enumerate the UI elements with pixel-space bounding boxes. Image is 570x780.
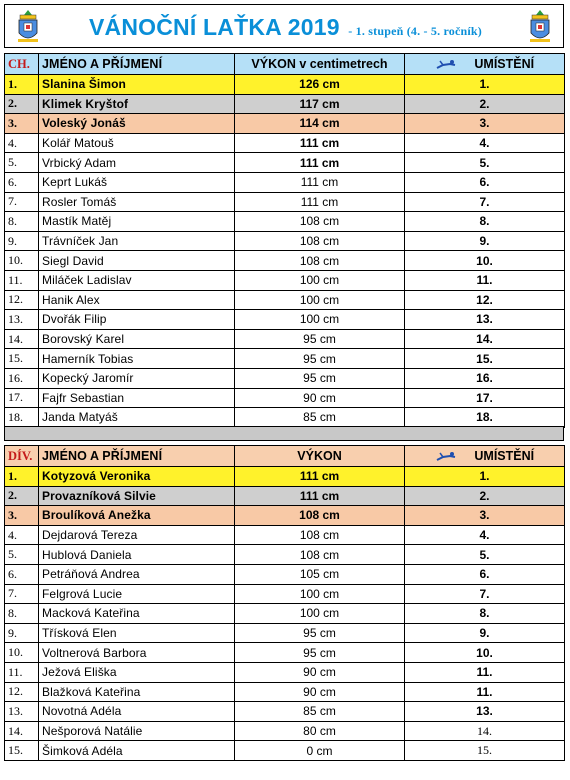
table-row	[5, 75, 565, 95]
header-rank: CH.	[5, 54, 39, 75]
row-perf: 95 cm	[235, 623, 405, 643]
row-perf: 90 cm	[235, 682, 405, 702]
row-name: Mastík Matěj	[39, 212, 235, 232]
row-place: 4.	[405, 525, 565, 545]
row-perf: 90 cm	[235, 662, 405, 682]
row-name: Hanik Alex	[39, 290, 235, 310]
row-name: Dvořák Filip	[39, 310, 235, 330]
header-name: JMÉNO A PŘÍJMENÍ	[39, 446, 235, 467]
row-place: 7.	[405, 584, 565, 604]
row-name: Fajfr Sebastian	[39, 388, 235, 408]
row-rank: 15.	[5, 349, 39, 369]
table-row	[5, 467, 565, 487]
row-rank: 14.	[5, 329, 39, 349]
table-row	[5, 643, 565, 663]
row-perf: 108 cm	[235, 231, 405, 251]
page-title	[89, 14, 482, 41]
girls-results-table	[4, 445, 565, 761]
row-rank: 3.	[5, 506, 39, 526]
table-row	[5, 388, 565, 408]
table-row	[5, 290, 565, 310]
row-rank: 7.	[5, 584, 39, 604]
row-name: Borovský Karel	[39, 329, 235, 349]
row-rank: 9.	[5, 231, 39, 251]
header-place-label: UMÍSTĚNÍ	[474, 449, 535, 463]
section-divider	[4, 426, 564, 441]
row-place: 11.	[405, 662, 565, 682]
row-name: Nešporová Natálie	[39, 721, 235, 741]
row-name: Slanina Šimon	[39, 75, 235, 95]
row-rank: 1.	[5, 75, 39, 95]
table-row	[5, 584, 565, 604]
boys-header-row	[5, 54, 565, 75]
row-perf: 108 cm	[235, 251, 405, 271]
row-perf: 100 cm	[235, 310, 405, 330]
row-rank: 13.	[5, 310, 39, 330]
table-row	[5, 94, 565, 114]
row-rank: 5.	[5, 153, 39, 173]
row-place: 13.	[405, 310, 565, 330]
row-perf: 111 cm	[235, 133, 405, 153]
row-rank: 11.	[5, 662, 39, 682]
row-place: 11.	[405, 270, 565, 290]
row-name: Keprt Lukáš	[39, 172, 235, 192]
row-perf: 111 cm	[235, 153, 405, 173]
table-row	[5, 114, 565, 134]
row-place: 10.	[405, 251, 565, 271]
row-name: Blažková Kateřina	[39, 682, 235, 702]
header-name: JMÉNO A PŘÍJMENÍ	[39, 54, 235, 75]
row-name: Třísková Elen	[39, 623, 235, 643]
table-row	[5, 349, 565, 369]
row-name: Novotná Adéla	[39, 702, 235, 722]
high-jumper-icon	[435, 451, 457, 463]
row-perf: 111 cm	[235, 467, 405, 487]
header-rank: DÍV.	[5, 446, 39, 467]
row-rank: 12.	[5, 682, 39, 702]
row-name: Šimková Adéla	[39, 741, 235, 761]
table-row	[5, 172, 565, 192]
row-rank: 4.	[5, 525, 39, 545]
row-rank: 16.	[5, 368, 39, 388]
row-place: 3.	[405, 114, 565, 134]
row-place: 5.	[405, 545, 565, 565]
row-perf: 95 cm	[235, 368, 405, 388]
row-perf: 126 cm	[235, 75, 405, 95]
row-place: 8.	[405, 212, 565, 232]
row-rank: 2.	[5, 94, 39, 114]
row-place: 13.	[405, 702, 565, 722]
table-row	[5, 212, 565, 232]
row-place: 15.	[405, 349, 565, 369]
row-place: 16.	[405, 368, 565, 388]
row-name: Kotyzová Veronika	[39, 467, 235, 487]
row-rank: 8.	[5, 212, 39, 232]
table-row	[5, 231, 565, 251]
row-name: Felgrová Lucie	[39, 584, 235, 604]
row-place: 5.	[405, 153, 565, 173]
row-place: 11.	[405, 682, 565, 702]
row-perf: 100 cm	[235, 584, 405, 604]
row-rank: 8.	[5, 604, 39, 624]
row-perf: 111 cm	[235, 486, 405, 506]
row-place: 1.	[405, 467, 565, 487]
row-perf: 100 cm	[235, 290, 405, 310]
row-rank: 3.	[5, 114, 39, 134]
row-name: Macková Kateřina	[39, 604, 235, 624]
row-rank: 9.	[5, 623, 39, 643]
row-perf: 95 cm	[235, 643, 405, 663]
header-place	[405, 446, 565, 467]
table-row	[5, 133, 565, 153]
row-rank: 7.	[5, 192, 39, 212]
row-place: 6.	[405, 172, 565, 192]
table-row	[5, 623, 565, 643]
row-perf: 108 cm	[235, 545, 405, 565]
row-rank: 10.	[5, 251, 39, 271]
row-perf: 108 cm	[235, 506, 405, 526]
row-rank: 13.	[5, 702, 39, 722]
row-rank: 1.	[5, 467, 39, 487]
row-place: 3.	[405, 506, 565, 526]
header-place-label: UMÍSTĚNÍ	[474, 57, 535, 71]
table-row	[5, 525, 565, 545]
table-row	[5, 251, 565, 271]
table-row	[5, 682, 565, 702]
header-performance: VÝKON	[235, 446, 405, 467]
row-rank: 2.	[5, 486, 39, 506]
row-rank: 10.	[5, 643, 39, 663]
row-perf: 95 cm	[235, 329, 405, 349]
row-place: 1.	[405, 75, 565, 95]
row-rank: 5.	[5, 545, 39, 565]
table-row	[5, 408, 565, 428]
row-name: Ježová Eliška	[39, 662, 235, 682]
title-main: VÁNOČNÍ LAŤKA 2019	[89, 14, 340, 40]
row-place: 10.	[405, 643, 565, 663]
row-perf: 111 cm	[235, 192, 405, 212]
header-performance: VÝKON v centimetrech	[235, 54, 405, 75]
row-name: Trávníček Jan	[39, 231, 235, 251]
row-rank: 17.	[5, 388, 39, 408]
row-place: 2.	[405, 94, 565, 114]
row-name: Janda Matyáš	[39, 408, 235, 428]
table-row	[5, 741, 565, 761]
row-place: 8.	[405, 604, 565, 624]
row-perf: 111 cm	[235, 172, 405, 192]
row-name: Hublová Daniela	[39, 545, 235, 565]
table-row	[5, 270, 565, 290]
row-perf: 117 cm	[235, 94, 405, 114]
row-perf: 95 cm	[235, 349, 405, 369]
title-subtitle: - 1. stupeň (4. - 5. ročník)	[348, 24, 482, 38]
table-row	[5, 721, 565, 741]
row-name: Petráňová Andrea	[39, 564, 235, 584]
row-place: 18.	[405, 408, 565, 428]
table-row	[5, 368, 565, 388]
row-name: Kopecký Jaromír	[39, 368, 235, 388]
table-row	[5, 702, 565, 722]
row-perf: 80 cm	[235, 721, 405, 741]
girls-header-row	[5, 446, 565, 467]
row-place: 6.	[405, 564, 565, 584]
row-perf: 100 cm	[235, 604, 405, 624]
table-row	[5, 192, 565, 212]
table-row	[5, 662, 565, 682]
school-crest-icon	[15, 9, 41, 45]
row-rank: 12.	[5, 290, 39, 310]
title-bar	[4, 4, 564, 48]
row-perf: 108 cm	[235, 212, 405, 232]
table-row	[5, 486, 565, 506]
table-row	[5, 506, 565, 526]
row-rank: 6.	[5, 564, 39, 584]
row-name: Vrbický Adam	[39, 153, 235, 173]
row-name: Miláček Ladislav	[39, 270, 235, 290]
row-place: 9.	[405, 623, 565, 643]
row-perf: 114 cm	[235, 114, 405, 134]
row-name: Klimek Kryštof	[39, 94, 235, 114]
table-row	[5, 545, 565, 565]
row-place: 9.	[405, 231, 565, 251]
row-rank: 18.	[5, 408, 39, 428]
row-name: Hamerník Tobias	[39, 349, 235, 369]
row-perf: 90 cm	[235, 388, 405, 408]
row-name: Kolář Matouš	[39, 133, 235, 153]
table-row	[5, 310, 565, 330]
row-name: Voltnerová Barbora	[39, 643, 235, 663]
row-perf: 0 cm	[235, 741, 405, 761]
row-perf: 108 cm	[235, 525, 405, 545]
row-place: 2.	[405, 486, 565, 506]
row-place: 17.	[405, 388, 565, 408]
row-rank: 15.	[5, 741, 39, 761]
row-place: 12.	[405, 290, 565, 310]
table-row	[5, 564, 565, 584]
table-row	[5, 604, 565, 624]
row-place: 4.	[405, 133, 565, 153]
row-rank: 4.	[5, 133, 39, 153]
row-name: Voleský Jonáš	[39, 114, 235, 134]
boys-results-table	[4, 53, 565, 428]
row-perf: 100 cm	[235, 270, 405, 290]
row-name: Broulíková Anežka	[39, 506, 235, 526]
row-place: 14.	[405, 721, 565, 741]
row-place: 14.	[405, 329, 565, 349]
row-name: Rosler Tomáš	[39, 192, 235, 212]
row-name: Siegl David	[39, 251, 235, 271]
table-row	[5, 153, 565, 173]
row-rank: 11.	[5, 270, 39, 290]
row-rank: 14.	[5, 721, 39, 741]
row-perf: 85 cm	[235, 702, 405, 722]
table-row	[5, 329, 565, 349]
school-crest-icon	[527, 9, 553, 45]
header-place	[405, 54, 565, 75]
row-perf: 105 cm	[235, 564, 405, 584]
row-name: Provazníková Silvie	[39, 486, 235, 506]
row-rank: 6.	[5, 172, 39, 192]
row-place: 15.	[405, 741, 565, 761]
row-place: 7.	[405, 192, 565, 212]
row-perf: 85 cm	[235, 408, 405, 428]
row-name: Dejdarová Tereza	[39, 525, 235, 545]
high-jumper-icon	[435, 59, 457, 71]
